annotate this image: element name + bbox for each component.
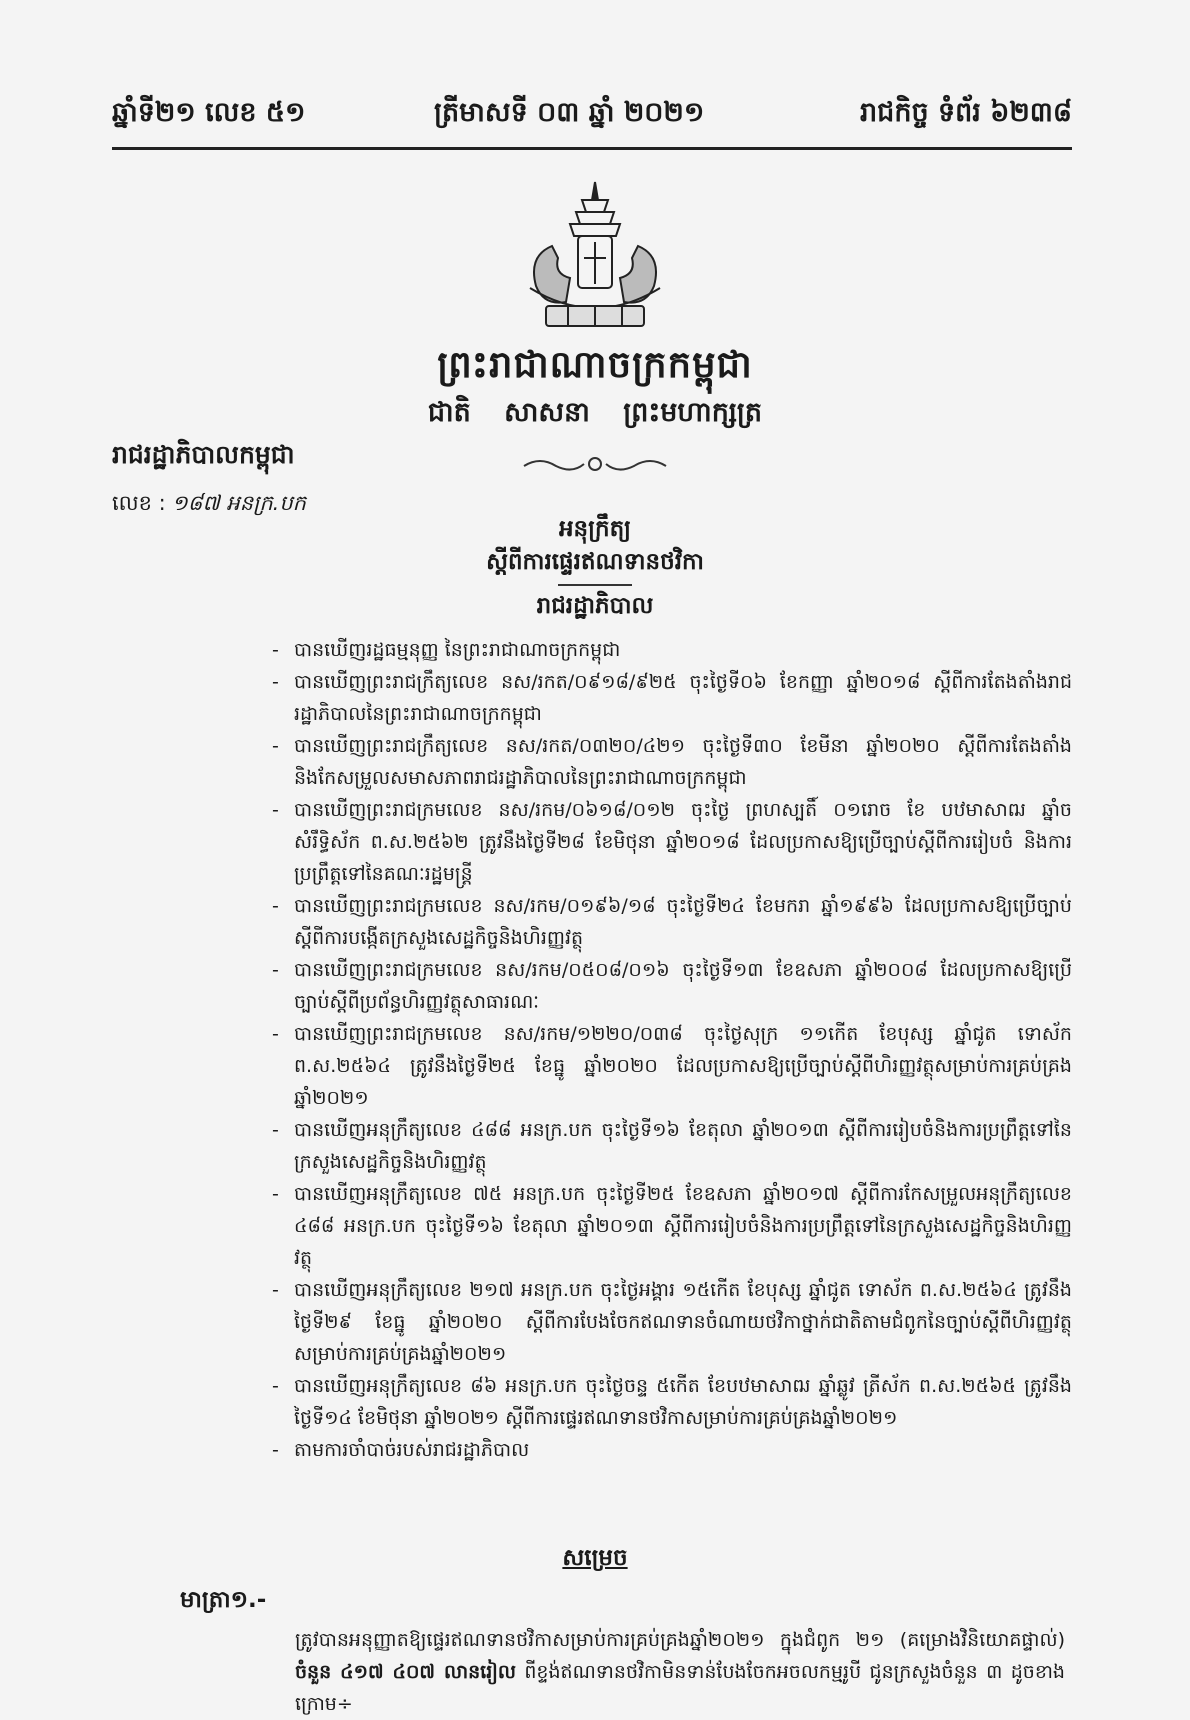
article-label: មាត្រា១.- xyxy=(180,1587,267,1613)
list-item: - បានឃើញរដ្ឋធម្មនុញ្ញ នៃព្រះរាជាណាចក្រកម្ពុជា xyxy=(272,634,1072,666)
list-item: - បានឃើញព្រះរាជក្រមលេខ នស/រកម/០១៩៦/១៨ ចុះថ្ងៃទី២៤ ខែមករា ឆ្នាំ១៩៩៦ ដែលប្រកាសឱ្យប្រើច្បាប់ស្តីពីការបង្កើតក្រសួងសេដ្ឋកិច្ចនិងហិរញ្ញវត្ថុ xyxy=(272,890,1072,954)
list-item: - បានឃើញអនុក្រឹត្យលេខ ៨៦ អនក្រ.បក ចុះថ្ងៃចន្ទ ៥កើត ខែបឋមាសាឍ ឆ្នាំឆ្លូវ ត្រីស័ក ព.ស.២៥៦៥ ត្រូវនឹងថ្ងៃទី១៤ ខែមិថុនា ឆ្នាំ២០២១ ស្តីពីការផ្ទេរឥណទានថវិកាសម្រាប់ការគ្រប់គ្រងឆ្នាំ២០២១ xyxy=(272,1370,1072,1434)
issuer-heading: រាជរដ្ឋាភិបាល xyxy=(536,593,654,619)
decision-heading: សម្រេច xyxy=(562,1545,628,1571)
list-item: - បានឃើញព្រះរាជក្រឹត្យលេខ នស/រកត/០៩១៨/៩២៥ ចុះថ្ងៃទី០៦ ខែកញ្ញា ឆ្នាំ២០១៨ ស្តីពីការតែងតាំងរាជរដ្ឋាភិបាលនៃព្រះរាជាណាចក្រកម្ពុជា xyxy=(272,666,1072,730)
document-subject: ស្តីពីការផ្ទេរឥណទានថវិកា xyxy=(486,549,704,575)
subject-underline xyxy=(558,584,632,586)
list-item: - តាមការចាំបាច់របស់រាជរដ្ឋាភិបាល xyxy=(272,1434,1072,1466)
kingdom-title: ព្រះរាជាណាចក្រកម្ពុជា xyxy=(437,343,753,386)
list-item: - បានឃើញអនុក្រឹត្យលេខ ៤៨៨ អនក្រ.បក ចុះថ្ងៃទី១៦ ខែតុលា ឆ្នាំ២០១៣ ស្តីពីការរៀបចំនិងការប្រព្រឹត្តទៅនៃក្រសួងសេដ្ឋកិច្ចនិងហិរញ្ញវត្ថុ xyxy=(272,1114,1072,1178)
document-type: អនុក្រឹត្យ xyxy=(558,516,632,542)
document-number-label: លេខ : xyxy=(112,491,166,515)
article-amount: ចំនួន ៤១៧ ៤០៧ លានរៀល xyxy=(295,1661,516,1683)
list-item: - បានឃើញព្រះរាជក្រមលេខ នស/រកម/០៥០៨/០១៦ ចុះថ្ងៃទី១៣ ខែឧសភា ឆ្នាំ២០០៨ ដែលប្រកាសឱ្យប្រើច្បាប់ស្តីពីប្រព័ន្ធហិរញ្ញវត្ថុសាធារណៈ xyxy=(272,954,1072,1018)
list-item: - បានឃើញព្រះរាជក្រឹត្យលេខ នស/រកត/០៣២០/៤២១ ចុះថ្ងៃទី៣០ ខែមីនា ឆ្នាំ២០២០ ស្តីពីការតែងតាំង និងកែសម្រួលសមាសភាពរាជរដ្ឋាភិបាលនៃព្រះរាជាណាចក្រកម្ពុជា xyxy=(272,730,1072,794)
list-item: - បានឃើញព្រះរាជក្រមលេខ នស/រកម/១២២០/០៣៨ ចុះថ្ងៃសុក្រ ១១កើត ខែបុស្ស ឆ្នាំជូត ទោស័ក ព.ស.២៥៦៤ ត្រូវនឹងថ្ងៃទី២៥ ខែធ្នូ ឆ្នាំ២០២០ ដែលប្រកាសឱ្យប្រើច្បាប់ស្តីពីហិរញ្ញវត្ថុសម្រាប់ការគ្រប់គ្រងឆ្នាំ២០២១ xyxy=(272,1018,1072,1114)
royal-coat-of-arms-icon xyxy=(510,178,680,338)
considerations-list xyxy=(272,634,1072,1466)
government-label: រាជរដ្ឋាភិបាលកម្ពុជា xyxy=(112,440,295,469)
gazette-page: រាជកិច្ច ទំព័រ ៦២៣៨ xyxy=(860,97,1072,128)
gazette-header xyxy=(112,92,1072,148)
document-number-value: ១៨៧ អនក្រ.បក xyxy=(171,491,306,515)
list-item: - បានឃើញព្រះរាជក្រមលេខ នស/រកម/០៦១៨/០១២ ចុះថ្ងៃ ព្រហស្បតិ៍ ០១រោច ខែ បឋមាសាឍ ឆ្នាំច សំរឹទ្ធិស័ក ព.ស.២៥៦២ ត្រូវនឹងថ្ងៃទី២៨ ខែមិថុនា ឆ្នាំ២០១៨ ដែលប្រកាសឱ្យប្រើច្បាប់ស្តីពីការរៀបចំ និងការប្រព្រឹត្តទៅនៃគណៈរដ្ឋមន្ត្រី xyxy=(272,794,1072,890)
article-text-after: ពីខ្ទង់ឥណទានថវិកាមិនទាន់បែងចែកអចលកម្មរូបី ជូនក្រសួងចំនួន ៣ ដូចខាងក្រោម÷ xyxy=(295,1661,1065,1715)
article-text-before: ត្រូវបានអនុញ្ញាតឱ្យផ្ទេរឥណទានថវិកាសម្រាប់ការគ្រប់គ្រងឆ្នាំ២០២១ ក្នុងជំពូក ២១ (គម្រោងវិនិយោគផ្ទាល់) xyxy=(295,1629,1065,1651)
national-motto: ជាតិ សាសនា ព្រះមហាក្សត្រ xyxy=(427,397,763,428)
list-item: - បានឃើញអនុក្រឹត្យលេខ ២១៧ អនក្រ.បក ចុះថ្ងៃអង្គារ ១៥កើត ខែបុស្ស ឆ្នាំជូត ទោស័ក ព.ស.២៥៦៤ ត្រូវនឹងថ្ងៃទី២៩ ខែធ្នូ ឆ្នាំ២០២០ ស្តីពីការបែងចែកឥណទានចំណាយថវិកាថ្នាក់ជាតិតាមជំពូកនៃច្បាប់ស្តីពីហិរញ្ញវត្ថុសម្រាប់ការគ្រប់គ្រងឆ្នាំ២០២១ xyxy=(272,1274,1072,1370)
header-divider xyxy=(112,147,1072,150)
ornament-divider-icon xyxy=(520,452,670,476)
list-item: - បានឃើញអនុក្រឹត្យលេខ ៧៥ អនក្រ.បក ចុះថ្ងៃទី២៥ ខែឧសភា ឆ្នាំ២០១៧ ស្តីពីការកែសម្រួលអនុក្រឹត្យលេខ ៤៨៨ អនក្រ.បក ចុះថ្ងៃទី១៦ ខែតុលា ឆ្នាំ២០១៣ ស្តីពីការរៀបចំនិងការប្រព្រឹត្តទៅនៃក្រសួងសេដ្ឋកិច្ចនិងហិរញ្ញវត្ថុ xyxy=(272,1178,1072,1274)
gazette-issue: ឆ្នាំទី២១ លេខ ៥១ xyxy=(112,97,306,128)
article-body xyxy=(295,1624,1065,1720)
gazette-quarter: ត្រីមាសទី ០៣ ឆ្នាំ ២០២១ xyxy=(434,97,705,128)
